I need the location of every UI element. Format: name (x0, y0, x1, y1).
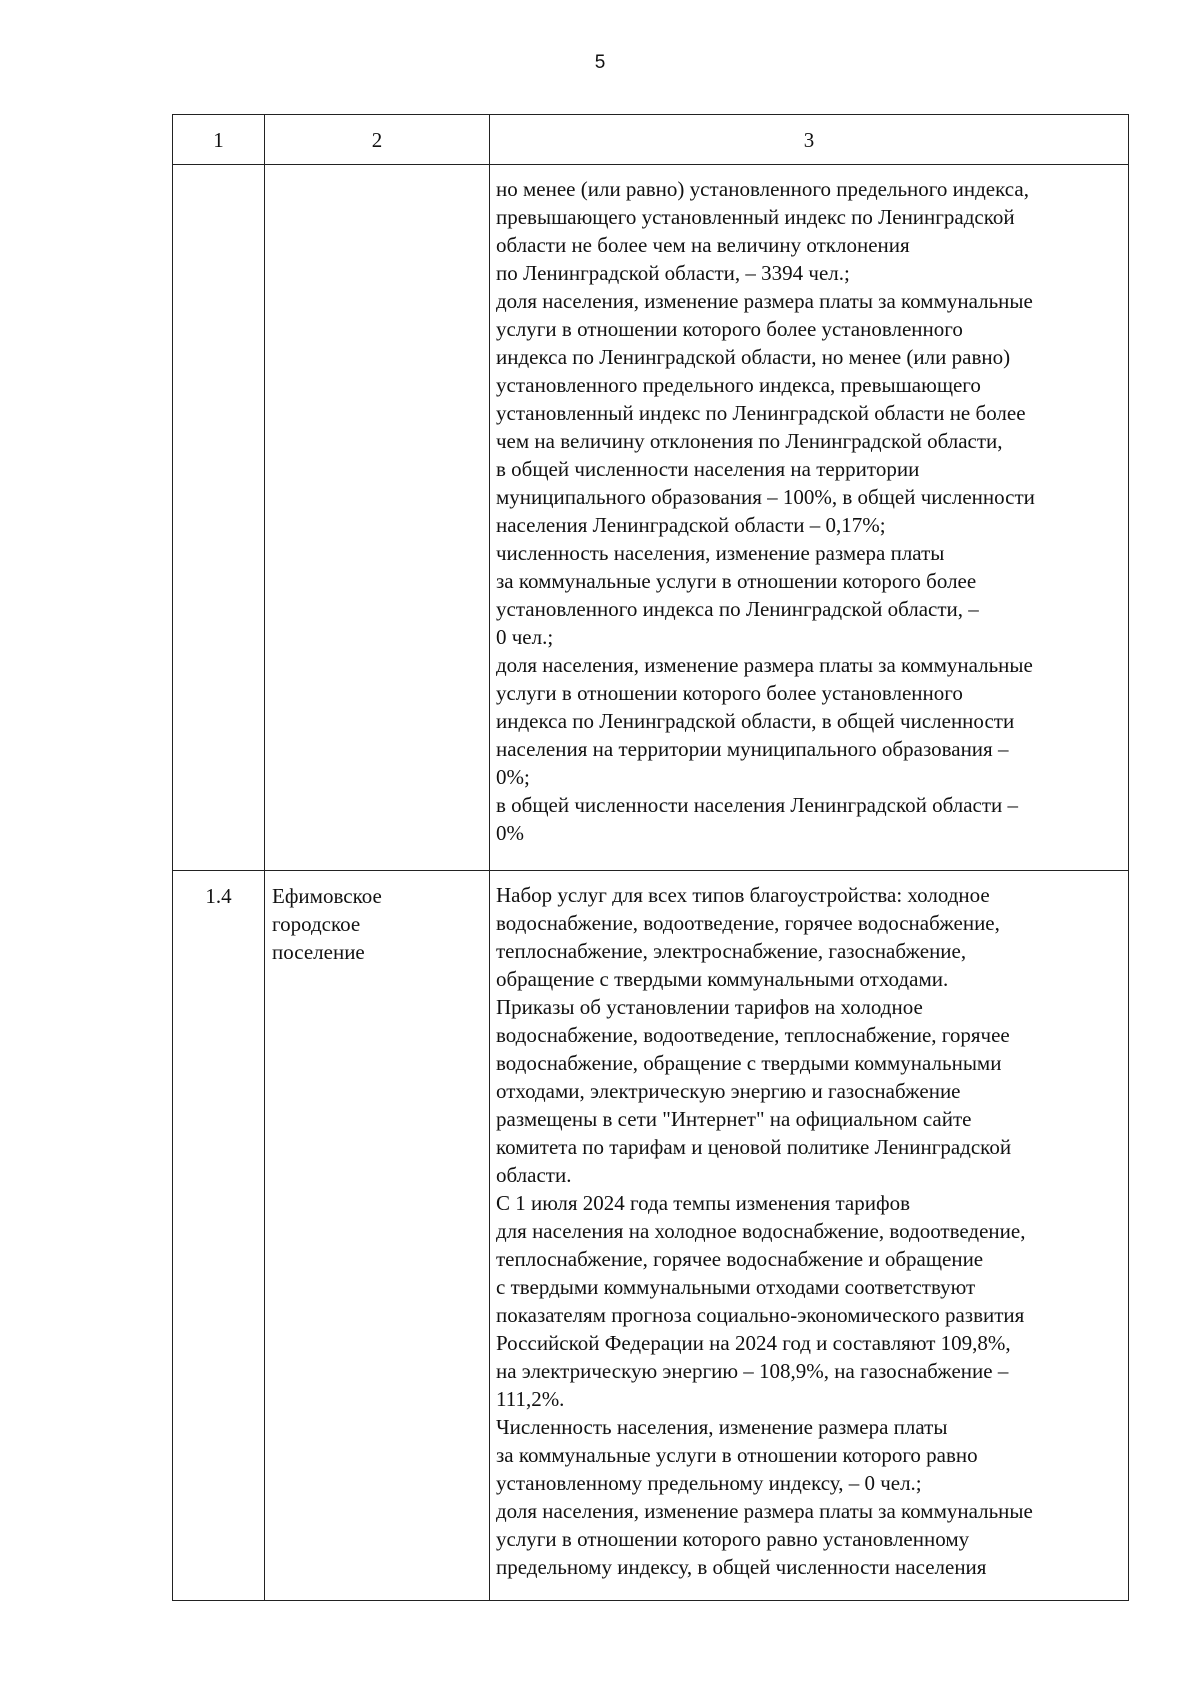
row-number-cell (173, 165, 265, 871)
text-line: в общей численности населения на территории (496, 457, 920, 481)
text-line: поселение (272, 940, 365, 964)
text-line: превышающего установленный индекс по Ленинградской (496, 205, 1015, 229)
text-line: 111,2%. (496, 1387, 565, 1411)
text-line: услуги в отношении которого более установленного (496, 681, 963, 705)
text-line: услуги в отношении которого более установленного (496, 317, 963, 341)
text-line: в общей численности населения Ленинградской области – (496, 793, 1019, 817)
text-line: обращение с твердыми коммунальными отходами. (496, 967, 949, 991)
text-line: для населения на холодное водоснабжение, водоотведение, (496, 1219, 1026, 1243)
text-line: комитета по тарифам и ценовой политике Ленинградской (496, 1135, 1012, 1159)
text-line: по Ленинградской области, – 3394 чел.; (496, 261, 850, 285)
text-line: индекса по Ленинградской области, в общей численности (496, 709, 1015, 733)
text-line: с твердыми коммунальными отходами соответствуют (496, 1275, 976, 1299)
text-line: области. (496, 1163, 572, 1187)
text-line: отходами, электрическую энергию и газоснабжение (496, 1079, 961, 1103)
text-line: индекса по Ленинградской области, но менее (или равно) (496, 345, 1011, 369)
text-line: Российской Федерации на 2024 год и составляют 109,8%, (496, 1331, 1011, 1355)
row-number-cell: 1.4 (173, 871, 265, 1601)
table-row-continuation (173, 165, 1129, 871)
text-line: услуги в отношении которого равно установленному (496, 1527, 970, 1551)
description-cell (490, 871, 1129, 1601)
table-header-row (173, 115, 1129, 165)
text-line: теплоснабжение, электроснабжение, газоснабжение, (496, 939, 967, 963)
text-line: населения Ленинградской области – 0,17%; (496, 513, 886, 537)
text-line: С 1 июля 2024 года темпы изменения тарифов (496, 1191, 910, 1215)
text-line: доля населения, изменение размера платы за коммунальные (496, 289, 1033, 313)
column-header-3: 3 (490, 115, 1129, 165)
text-line: доля населения, изменение размера платы за коммунальные (496, 653, 1033, 677)
text-line: установленного индекса по Ленинградской области, – (496, 597, 979, 621)
text-line: установленный индекс по Ленинградской области не более (496, 401, 1026, 425)
text-line: области не более чем на величину отклонения (496, 233, 910, 257)
text-line: на электрическую энергию – 108,9%, на газоснабжение – (496, 1359, 1009, 1383)
text-line: Численность населения, изменение размера платы (496, 1415, 948, 1439)
text-line: муниципального образования – 100%, в общей численности (496, 485, 1035, 509)
text-line: Набор услуг для всех типов благоустройства: холодное (496, 883, 990, 907)
text-line: 0%; (496, 765, 530, 789)
text-line: установленному предельному индексу, – 0 чел.; (496, 1471, 922, 1495)
text-line: водоснабжение, обращение с твердыми коммунальными (496, 1051, 1002, 1075)
text-line: водоснабжение, водоотведение, теплоснабжение, горячее (496, 1023, 1010, 1047)
text-line: доля населения, изменение размера платы за коммунальные (496, 1499, 1033, 1523)
text-line: показателям прогноза социально-экономического развития (496, 1303, 1025, 1327)
page-number: 5 (594, 52, 606, 73)
text-line: но менее (или равно) установленного предельного индекса, (496, 177, 1029, 201)
municipality-name-cell (265, 165, 490, 871)
municipality-name-cell (265, 871, 490, 1601)
text-line: чем на величину отклонения по Ленинградской области, (496, 429, 1003, 453)
text-line: Ефимовское (272, 884, 382, 908)
text-line: 0 чел.; (496, 625, 554, 649)
text-line: 0% (496, 821, 524, 845)
text-line: за коммунальные услуги в отношении которого более (496, 569, 977, 593)
table-row-efimovskoe (173, 871, 1129, 1601)
text-line: теплоснабжение, горячее водоснабжение и обращение (496, 1247, 984, 1271)
text-line: за коммунальные услуги в отношении которого равно (496, 1443, 978, 1467)
text-line: численность населения, изменение размера платы (496, 541, 945, 565)
text-line: Приказы об установлении тарифов на холодное (496, 995, 923, 1019)
text-line: установленного предельного индекса, превышающего (496, 373, 981, 397)
description-cell (490, 165, 1129, 871)
text-line: предельному индексу, в общей численности населения (496, 1555, 987, 1579)
column-header-1: 1 (173, 115, 265, 165)
text-line: городское (272, 912, 361, 936)
tariff-table (172, 114, 1129, 1601)
text-line: размещены в сети "Интернет" на официальном сайте (496, 1107, 972, 1131)
text-line: населения на территории муниципального образования – (496, 737, 1009, 761)
column-header-2: 2 (265, 115, 490, 165)
text-line: водоснабжение, водоотведение, горячее водоснабжение, (496, 911, 1000, 935)
